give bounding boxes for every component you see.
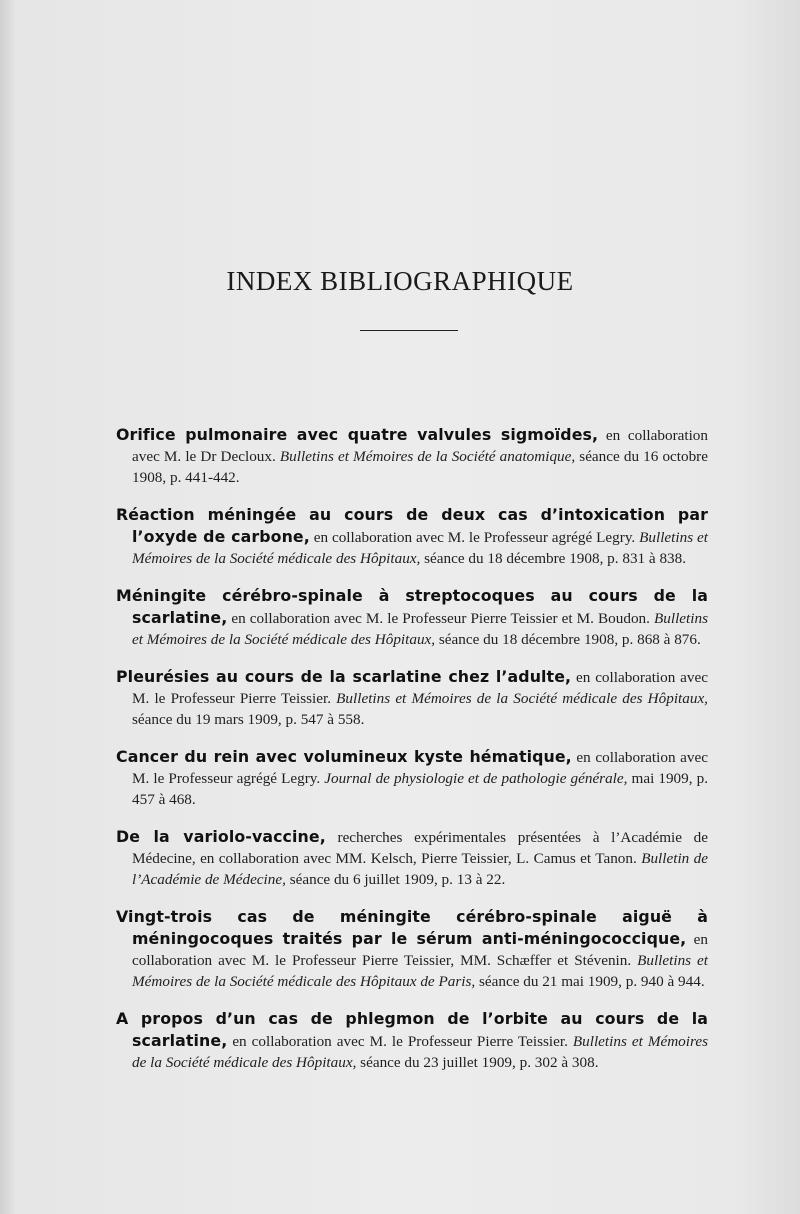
entry-title: Cancer du rein avec volumineux kyste hématique, bbox=[116, 747, 572, 766]
entry-journal: Bulletins et Mémoires de la Société médicale des Hôpitaux, bbox=[336, 690, 708, 707]
entry-text: recherches expérimentales présentées à l’Académie de Médecine, en collaboration avec MM. Kelsch, Pierre Teissier, L. Camus et Tanon. bbox=[132, 829, 708, 867]
bibliography-entry bbox=[116, 585, 708, 650]
title-divider bbox=[360, 330, 458, 331]
entry-title: Réaction méningée au cours de deux cas d’intoxication par l’oxyde de carbone, bbox=[116, 505, 708, 546]
entry-title: Pleurésies au cours de la scarlatine chez l’adulte, bbox=[116, 667, 572, 686]
entry-date: séance du 23 juillet 1909, p. 302 à 308. bbox=[356, 1054, 599, 1071]
bibliography-entry bbox=[116, 826, 708, 890]
entry-date: séance du 6 juillet 1909, p. 13 à 22. bbox=[285, 871, 506, 888]
bibliography-entry bbox=[116, 504, 708, 569]
entry-title: A propos d’un cas de phlegmon de l’orbite au cours de la scarlatine, bbox=[116, 1009, 708, 1050]
bibliography-entry bbox=[116, 424, 708, 488]
entry-title: Vingt-trois cas de méningite cérébro-spinale aiguë à méningocoques traités par le sérum anti-méningococcique, bbox=[116, 907, 708, 948]
entry-date: séance du 16 octobre 1908, p. 441-442. bbox=[132, 448, 708, 486]
bibliography-entry bbox=[116, 666, 708, 730]
entry-title: Méningite cérébro-spinale à streptocoques au cours de la scarlatine, bbox=[116, 586, 708, 627]
bibliography-entry bbox=[116, 1008, 708, 1073]
entry-text: en collaboration avec M. le Professeur Pierre Teissier et M. Boudon. bbox=[227, 610, 654, 627]
entry-text: en collaboration avec M. le Professeur agrégé Legry. bbox=[309, 529, 640, 546]
entry-date: séance du 18 décembre 1908, p. 831 à 838. bbox=[420, 550, 687, 567]
entry-text: en collaboration avec M. le Professeur Pierre Teissier, MM. Schæffer et Stévenin. bbox=[132, 931, 708, 969]
entry-text: en collaboration avec M. le Professeur Pierre Teissier. bbox=[132, 669, 708, 707]
entry-title: Orifice pulmonaire avec quatre valvules sigmoïdes, bbox=[116, 425, 599, 444]
entry-journal: Bulletins et Mémoires de la Société médicale des Hôpitaux, bbox=[132, 1033, 708, 1071]
bibliography-list bbox=[116, 424, 708, 1089]
bibliography-entry bbox=[116, 746, 708, 810]
entry-date: séance du 19 mars 1909, p. 547 à 558. bbox=[132, 711, 365, 728]
bibliography-entry bbox=[116, 906, 708, 992]
entry-date: séance du 21 mai 1909, p. 940 à 944. bbox=[475, 973, 705, 990]
entry-journal: Bulletin de l’Académie de Médecine, bbox=[132, 850, 709, 888]
entry-journal: Bulletins et Mémoires de la Société médicale des Hôpitaux, bbox=[132, 529, 708, 567]
entry-title: De la variolo-vaccine, bbox=[116, 827, 326, 846]
entry-journal: Bulletins et Mémoires de la Société anatomique, bbox=[279, 448, 576, 465]
entry-date: séance du 18 décembre 1908, p. 868 à 876. bbox=[435, 631, 701, 648]
entry-text: en collaboration avec M. le Dr Decloux. bbox=[132, 427, 708, 465]
entry-text: en collaboration avec M. le Professeur Pierre Teissier. bbox=[227, 1033, 573, 1050]
entry-date: mai 1909, p. 457 à 468. bbox=[132, 770, 708, 808]
entry-text: en collaboration avec M. le Professeur agrégé Legry. bbox=[132, 749, 708, 787]
page-title: INDEX BIBLIOGRAPHIQUE bbox=[226, 266, 574, 296]
entry-journal: Bulletins et Mémoires de la Société médicale des Hôpitaux, bbox=[132, 610, 708, 648]
entry-journal: Journal de physiologie et de pathologie générale, bbox=[324, 770, 628, 787]
entry-journal: Bulletins et Mémoires de la Société médicale des Hôpitaux de Paris, bbox=[132, 952, 708, 990]
